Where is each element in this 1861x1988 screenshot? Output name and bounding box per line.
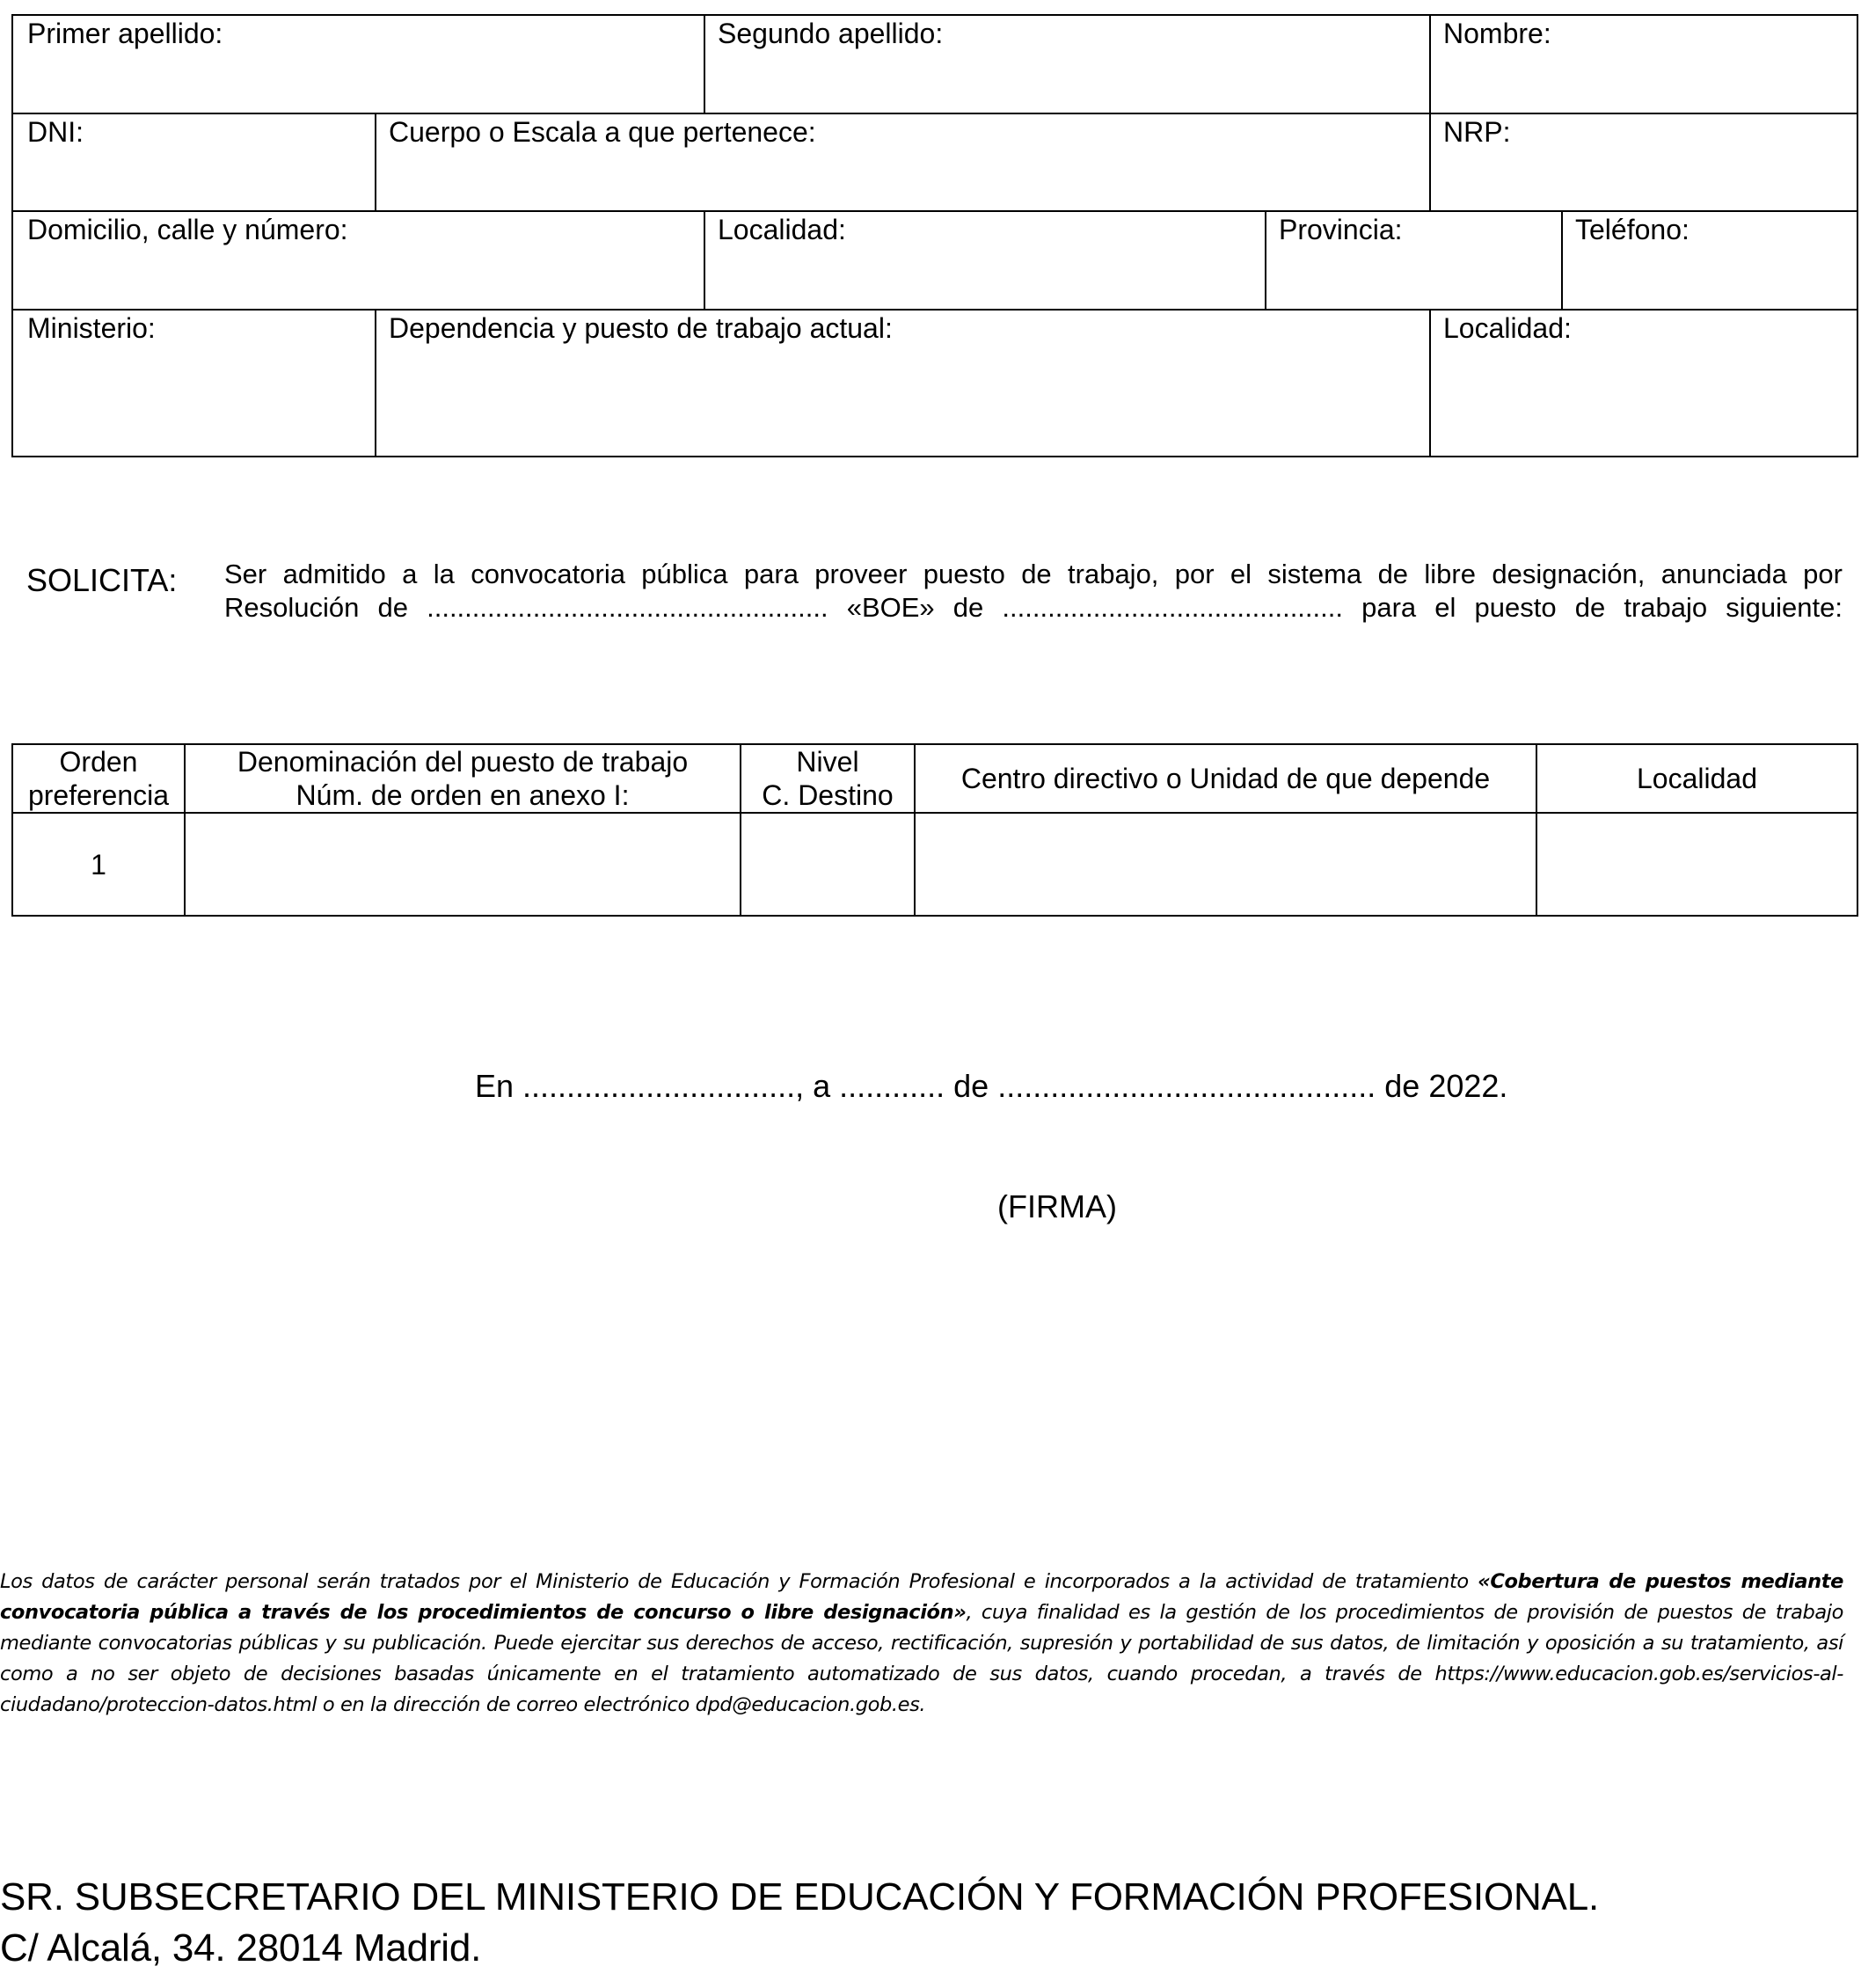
- ministerio-label: Ministerio:: [27, 312, 156, 344]
- nombre-label: Nombre:: [1443, 18, 1551, 49]
- provincia-label: Provincia:: [1279, 214, 1403, 245]
- ministerio-field[interactable]: [11, 309, 376, 457]
- localidad-actual-field[interactable]: [1429, 309, 1858, 457]
- telefono-field[interactable]: [1561, 210, 1858, 311]
- solicita-line-1: Ser admitido a la convocatoria pública para proveer puesto de trabajo, por el sistema de libre designación, anunciada por: [224, 559, 1843, 589]
- table-row-1-denominacion[interactable]: [184, 812, 741, 917]
- legal-text-part-2: , cuya finalidad es la gestión de los procedimientos de provisión de puestos de trabajo mediante convocatorias públicas y su publicación. Puede ejercitar sus derechos de acceso, rectificación, supresión y portabilidad de sus datos, de limitación y oposición a su tratamiento, así como a no ser objeto de decisiones basadas únicamente en el tratamiento automatizado de sus datos, cuando procedan, a través de https://www.educacion.gob.es/servicios-al-ciudadano/proteccion-datos.html o en la dirección de correo electrónico dpd@educacion.gob.es.: [0, 1601, 1843, 1716]
- legal-text-part-1: Los datos de carácter personal serán tratados por el Ministerio de Educación y Formación Profesional e incorporados a la actividad de tratamiento: [0, 1570, 1478, 1593]
- personal-data-form: [0, 0, 1861, 457]
- header-centro-directivo: Centro directivo o Unidad de que depende: [960, 763, 1491, 794]
- primer-apellido-label: Primer apellido:: [27, 18, 223, 49]
- provincia-field[interactable]: [1265, 210, 1563, 311]
- localidad-label: Localidad:: [718, 214, 846, 245]
- dependencia-label: Dependencia y puesto de trabajo actual:: [389, 312, 893, 344]
- segundo-apellido-label: Segundo apellido:: [718, 18, 944, 49]
- dependencia-field[interactable]: [375, 309, 1431, 457]
- header-nivel: Nivel C. Destino: [762, 746, 894, 811]
- domicilio-label: Domicilio, calle y número:: [27, 214, 348, 245]
- solicita-section: [0, 554, 1861, 625]
- solicita-line-2: Resolución de ..................................................... «BOE» de ............................................. para el puesto de trabajo siguiente:: [224, 592, 1843, 623]
- recipient-address-line-1: SR. SUBSECRETARIO DEL MINISTERIO DE EDUCACIÓN Y FORMACIÓN PROFESIONAL.: [0, 1875, 1599, 1919]
- dni-label: DNI:: [27, 116, 84, 148]
- nombre-field[interactable]: [1429, 14, 1858, 114]
- data-protection-notice: [0, 1567, 1843, 1721]
- segundo-apellido-field[interactable]: [704, 14, 1431, 114]
- cuerpo-escala-label: Cuerpo o Escala a que pertenece:: [389, 116, 816, 148]
- position-table: [0, 739, 1861, 919]
- dni-field[interactable]: [11, 113, 376, 212]
- header-orden-preferencia: Orden preferencia: [27, 746, 170, 811]
- cuerpo-escala-field[interactable]: [375, 113, 1431, 212]
- recipient-address-line-2: C/ Alcalá, 34. 28014 Madrid.: [0, 1926, 482, 1970]
- nrp-label: NRP:: [1443, 116, 1511, 148]
- telefono-label: Teléfono:: [1575, 214, 1689, 245]
- legal-text-bold: «Cobertura de puestos mediante convocatoria pública a través de los procedimientos de concurso o libre designación»: [0, 1570, 1843, 1624]
- table-row-1-nivel[interactable]: [740, 812, 916, 917]
- localidad-actual-label: Localidad:: [1443, 312, 1572, 344]
- primer-apellido-field[interactable]: [11, 14, 705, 114]
- header-denominacion: Denominación del puesto de trabajo Núm. de orden en anexo I:: [237, 746, 689, 811]
- row-1-orden-value: 1: [91, 848, 106, 881]
- header-localidad: Localidad: [1637, 763, 1757, 794]
- table-row-1-centro[interactable]: [914, 812, 1537, 917]
- domicilio-field[interactable]: [11, 210, 705, 311]
- solicita-label: SOLICITA:: [26, 562, 178, 598]
- nrp-field[interactable]: [1429, 113, 1858, 212]
- table-row-1-localidad[interactable]: [1536, 812, 1858, 917]
- localidad-field[interactable]: [704, 210, 1266, 311]
- signature-label: (FIRMA): [997, 1188, 1117, 1224]
- date-line: En ..............................., a ............ de ........................................... de 2022.: [475, 1068, 1508, 1104]
